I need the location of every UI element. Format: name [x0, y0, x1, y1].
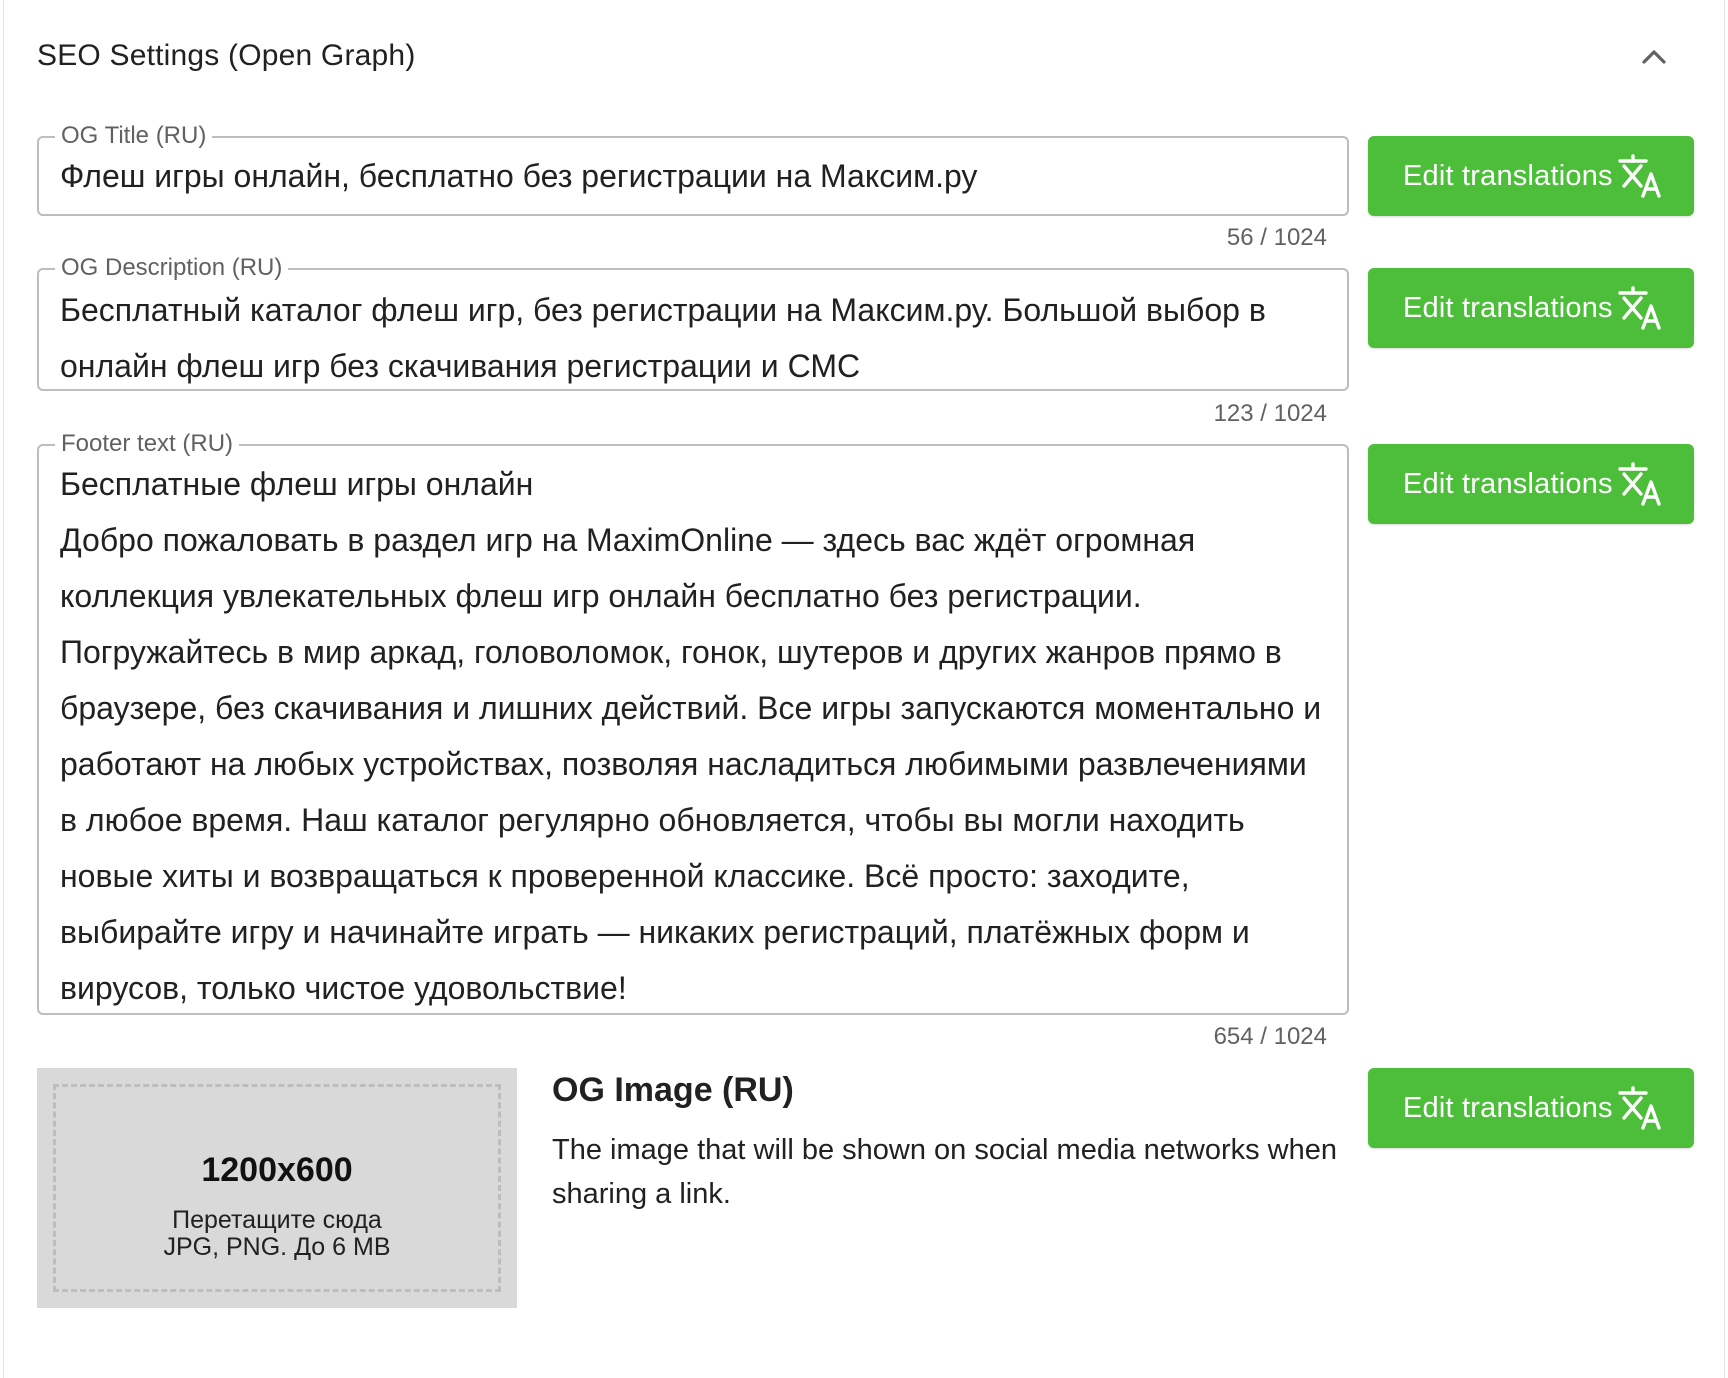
- og-image-dropzone[interactable]: [37, 1068, 517, 1308]
- og-title-counter: 56 / 1024: [1226, 224, 1327, 251]
- edit-translations-label: Edit translations: [1403, 292, 1613, 324]
- seo-settings-panel: [3, 0, 1725, 1378]
- edit-translations-label: Edit translations: [1403, 160, 1613, 192]
- og-title-field[interactable]: [37, 122, 1349, 251]
- dropzone-hint-line1: Перетащите сюда: [172, 1206, 382, 1234]
- footer-text-label: Footer text (RU): [55, 430, 239, 458]
- dropzone-hint: [56, 1207, 498, 1261]
- og-description-field[interactable]: [37, 254, 1349, 427]
- footer-text-field[interactable]: [37, 430, 1349, 1050]
- og-description-counter: 123 / 1024: [1213, 400, 1327, 427]
- dropzone-size: 1200x600: [201, 1151, 353, 1189]
- chevron-up-icon[interactable]: [1634, 36, 1674, 76]
- translate-icon: [1617, 152, 1665, 200]
- og-title-label: OG Title (RU): [55, 122, 212, 150]
- edit-translations-label: Edit translations: [1403, 468, 1613, 500]
- footer-text-counter: 654 / 1024: [1213, 1023, 1327, 1050]
- edit-translations-button-og-image[interactable]: [1368, 1068, 1694, 1148]
- translate-icon: [1617, 460, 1665, 508]
- og-description-label: OG Description (RU): [55, 254, 288, 282]
- panel-header[interactable]: [4, 0, 1724, 112]
- og-description-input[interactable]: Бесплатный каталог флеш игр, без регистрации на Максим.ру. Большой выбор в онлайн флеш игр без скачивания регистрации и СМС: [60, 292, 1275, 384]
- og-image-description: The image that will be shown on social media networks when sharing a link.: [552, 1134, 1338, 1210]
- edit-translations-button-og-title[interactable]: [1368, 136, 1694, 216]
- translate-icon: [1617, 1084, 1665, 1132]
- footer-text-input[interactable]: Бесплатные флеш игры онлайн Добро пожаловать в раздел игр на MaximOnline — здесь вас ждёт огромная коллекция увлекательных флеш игр онлайн бесплатно без регистрации. Погружайтесь в мир аркад, головоломок, гонок, шутеров и других жанров прямо в браузере, без скачивания и лишних действий. Все игры запускаются моментально и работают на любых устройствах, позволяя насладиться любимыми развлечениями в любое время. Наш каталог регулярно обновляется, чтобы вы могли находить новые хиты и возвращаться к проверенной классике. Всё просто: заходите, выбирайте игру и начинайте играть — никаких регистраций, платёжных форм и вирусов, только чистое удовольствие!: [60, 466, 1322, 1006]
- og-title-input[interactable]: Флеш игры онлайн, бесплатно без регистрации на Максим.ру: [60, 158, 978, 194]
- panel-title: SEO Settings (Open Graph): [37, 39, 416, 72]
- edit-translations-button-og-description[interactable]: [1368, 268, 1694, 348]
- edit-translations-label: Edit translations: [1403, 1092, 1613, 1124]
- translate-icon: [1617, 284, 1665, 332]
- og-image-title: OG Image (RU): [552, 1071, 794, 1109]
- dropzone-dashed-border: [53, 1084, 501, 1292]
- dropzone-hint-line2: JPG, PNG. До 6 MB: [163, 1233, 391, 1261]
- edit-translations-button-footer-text[interactable]: [1368, 444, 1694, 524]
